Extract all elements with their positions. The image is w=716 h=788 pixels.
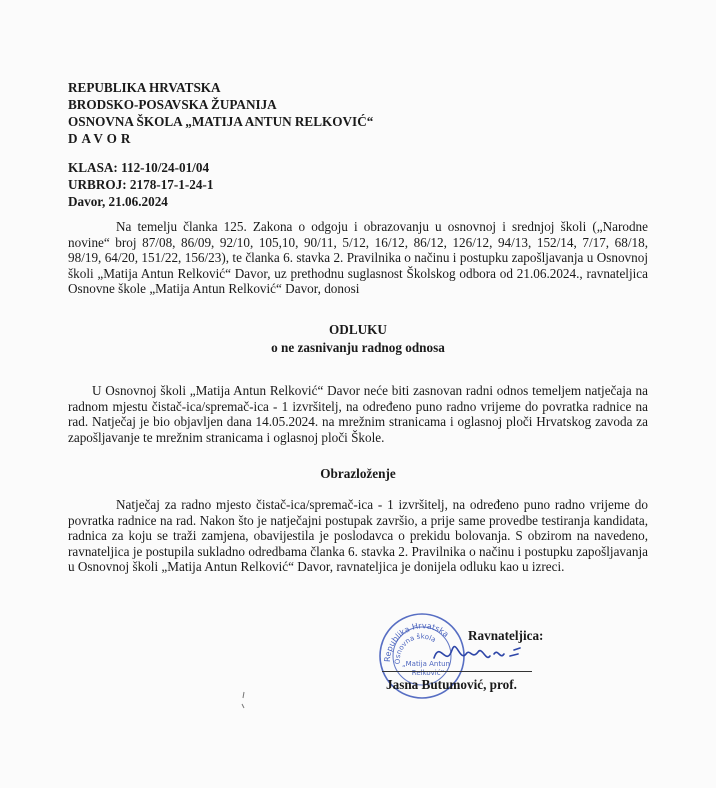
signature-role: Ravnateljica: [468, 628, 544, 643]
intro-paragraph: Na temelju članka 125. Zakona o odgoju i obrazovanju u osnovnoj i srednjoj školi („Narodne novine“ broj 87/08, 86/09, 92/10, 105,10, 90/11, 5/12, 16/12, 86/12, 126/12, 94/13, 152/14, 7/17, 68/18, 98/19, 64/20, 151/22, 156/23), te članka 6. stavka 2. Pravilnika o načinu i postupku zapošljavanja u Osnovnoj školi „Matija Antun Relković“ Davor, uz prethodnu suglasnost Školskog odbora od 21.06.2024., ravnateljica Osnovne škole „Matija Antun Relković“ Davor, donosi [68, 219, 648, 297]
signature-line [382, 671, 532, 672]
header-line-school: OSNOVNA ŠKOLA „MATIJA ANTUN RELKOVIĆ“ [68, 114, 374, 129]
svg-text:„Matija Antun: „Matija Antun [402, 660, 450, 668]
signatory-name: Jasna Butumović, prof. [386, 677, 517, 692]
place-date: Davor, 21.06.2024 [68, 194, 168, 209]
scan-mark [240, 690, 248, 710]
decision-title: ODLUKU [329, 322, 387, 337]
svg-text:Osnovna škola: Osnovna škola [393, 632, 438, 665]
urbroj-number: URBROJ: 2178-17-1-24-1 [68, 177, 214, 192]
reasoning-title: Obrazloženje [320, 466, 396, 481]
handwritten-signature [430, 632, 530, 672]
klasa-number: KLASA: 112-10/24-01/04 [68, 160, 210, 175]
header-line-county: BRODSKO-POSAVSKA ŽUPANIJA [68, 97, 277, 112]
svg-text:Republika Hrvatska: Republika Hrvatska [382, 621, 451, 663]
header-line-country: REPUBLIKA HRVATSKA [68, 80, 221, 95]
reasoning-paragraph: Natječaj za radno mjesto čistač-ica/spremač-ica - 1 izvršitelj, na određeno puno radno vrijeme do povratka radnice na rad. Nakon što je natječajni postupak završio, a prije same provedbe testiranja kandidata, radnica za koju se traži zamjena, obavijestila je poslodavca o prekidu bolovanja. S obzirom na navedeno, ravnateljica je postupila sukladno odredbama članka 6. stavka 2. Pravilnika o načinu i postupku zapošljavanja u Osnovnoj školi „Matija Antun Relković“ Davor, ravnateljica je donijela odluku kao u izreci. [68, 497, 648, 575]
svg-text:Relković“: Relković“ [411, 669, 445, 677]
decision-subtitle: o ne zasnivanju radnog odnosa [271, 340, 445, 355]
institution-header [68, 79, 373, 147]
header-line-town: DAVOR [68, 131, 135, 146]
document-metadata [68, 159, 213, 210]
decision-paragraph: U Osnovnoj školi „Matija Antun Relković“ Davor neće biti zasnovan radni odnos temeljem natječaja na radnom mjestu čistač-ica/spremač-ica - 1 izvršitelj, na određeno puno radno vrijeme do povratka radnice na rad. Natječaj je bio objavljen dana 14.05.2024. na mrežnim stranicama i oglasnoj ploči Hrvatskog zavoda za zapošljavanje te mrežnim stranicama i oglasnoj ploči Škole. [68, 383, 648, 445]
